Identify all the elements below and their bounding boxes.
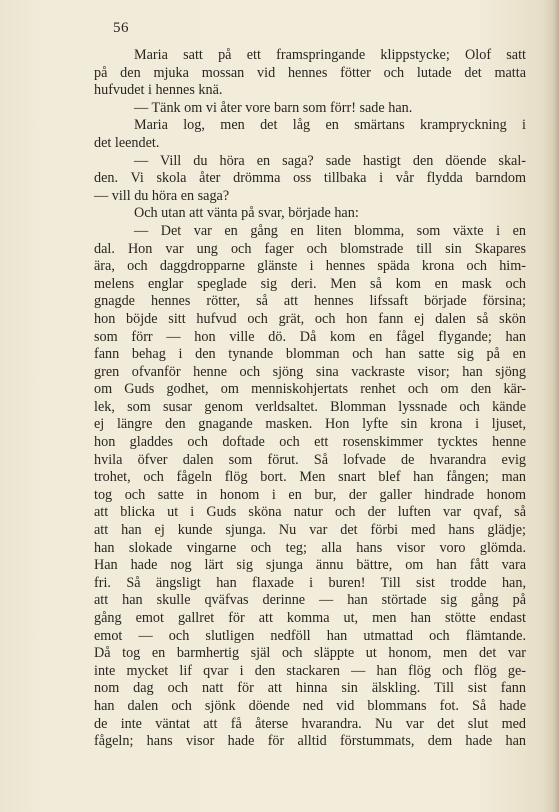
- text-line: han dalen och sjönk döende ned vid blommans fot. Så hade: [94, 697, 526, 714]
- text-line: på den mjuka mossan vid hennes fötter och lutade det matta: [94, 64, 526, 81]
- text-line: att blicka ut i Guds sköna natur och der luften var qvaf, så: [94, 504, 526, 521]
- text-line: Maria satt på ett framspringande klippstycke; Olof satt: [134, 47, 526, 63]
- text-line: — Vill du höra en saga? sade hastigt den döende skal-: [134, 152, 526, 169]
- text-line: emot — och slutligen nedföll han utmattad och flämtande.: [94, 627, 526, 644]
- text-line: fri. Så ängsligt han flaxade i buren! Till sist trodde han,: [94, 574, 526, 591]
- text-line: han slokade vingarne och teg; alla hans visor voro glömda.: [94, 539, 526, 556]
- text-line: Han hade nog lärt sig sjunga ännu bättre, om han fått vara: [94, 557, 526, 574]
- text-line: — Det var en gång en liten blomma, som växte i en: [134, 222, 526, 239]
- text-line: melens englar speglade sig deri. Men så kom en mask och: [94, 275, 526, 292]
- text-line: gren ofvanför henne och sjöng sina vackraste visor; han sjöng: [94, 363, 526, 380]
- text-line: dal. Hon var ung och fager och blomstrade till sin Skapares: [94, 240, 526, 257]
- text-line: de inte väntat att få återse hvarandra. Nu var det slut med: [94, 715, 526, 732]
- text-line: hufvudet i hennes knä.: [94, 82, 223, 99]
- text-line: att han skulle qväfvas derinne — han störtade sig gång på: [94, 592, 526, 609]
- text-line: tog och satte in honom i en bur, der galler hindrade honom: [94, 486, 526, 503]
- text-line: trohet, och fågeln flög bort. Men snart blef han fången; man: [94, 469, 526, 486]
- text-line: ej längre den gnagande masken. Hon lyfte sin krona i ljuset,: [94, 416, 526, 433]
- text-line: den. Vi skola åter drömma oss tillbaka i vår flydda barndom: [94, 170, 526, 187]
- text-line: Och utan att vänta på svar, började han:: [134, 205, 359, 222]
- text-line: ära, och daggdropparne glänste i hennes späda krona och him-: [94, 258, 526, 275]
- text-line: Maria log, men det låg en smärtans krampryckning i: [134, 117, 526, 134]
- text-line: det leendet.: [94, 134, 160, 151]
- text-line: lek, som susar genom verldsaltet. Blomman lyssnade och kände: [94, 398, 526, 415]
- text-line: fann behag i den tynande blomman och han satte sig på en: [94, 346, 526, 363]
- text-line: hon böjde sitt hufvud och grät, och hon fann ej dalen så skön: [94, 310, 526, 327]
- text-line: — vill du höra en saga?: [94, 187, 230, 204]
- text-line: att han ej kunde sjunga. Nu var det förbi med hans glädje;: [94, 522, 526, 539]
- page-number: 56: [113, 20, 129, 36]
- text-line: hvila öfver dalen som förut. Så lofvade de hvarandra evig: [94, 451, 526, 468]
- text-line: nom dag och natt för att hinna sin älskling. Till sist fann: [94, 680, 526, 697]
- text-line: gång emot gallret för att komma ut, men han stötte endast: [94, 610, 526, 626]
- text-line: som förr — hon ville dö. Då kom en fågel flygande; han: [94, 328, 526, 345]
- text-line: inte mycket lif qvar i den stackaren — han flög och flög ge-: [94, 662, 526, 679]
- body-text: [94, 47, 526, 751]
- text-line: gnagde hennes rötter, så att hennes lifssaft började försina;: [94, 293, 526, 310]
- text-line: om Guds godhet, om menniskohjertats renhet och om den kär-: [94, 381, 526, 398]
- text-line: Då tog en barmhertig själ och släppte ut honom, men det var: [94, 645, 526, 662]
- text-line: hon gladdes och doftade och ett rosenskimmer tycktes henne: [94, 434, 526, 451]
- page-edge: [553, 0, 559, 812]
- text-line: — Tänk om vi åter vore barn som förr! sade han.: [134, 99, 413, 116]
- text-line: fågeln; hans visor hade för alltid förstummats, dem hade han: [94, 733, 526, 750]
